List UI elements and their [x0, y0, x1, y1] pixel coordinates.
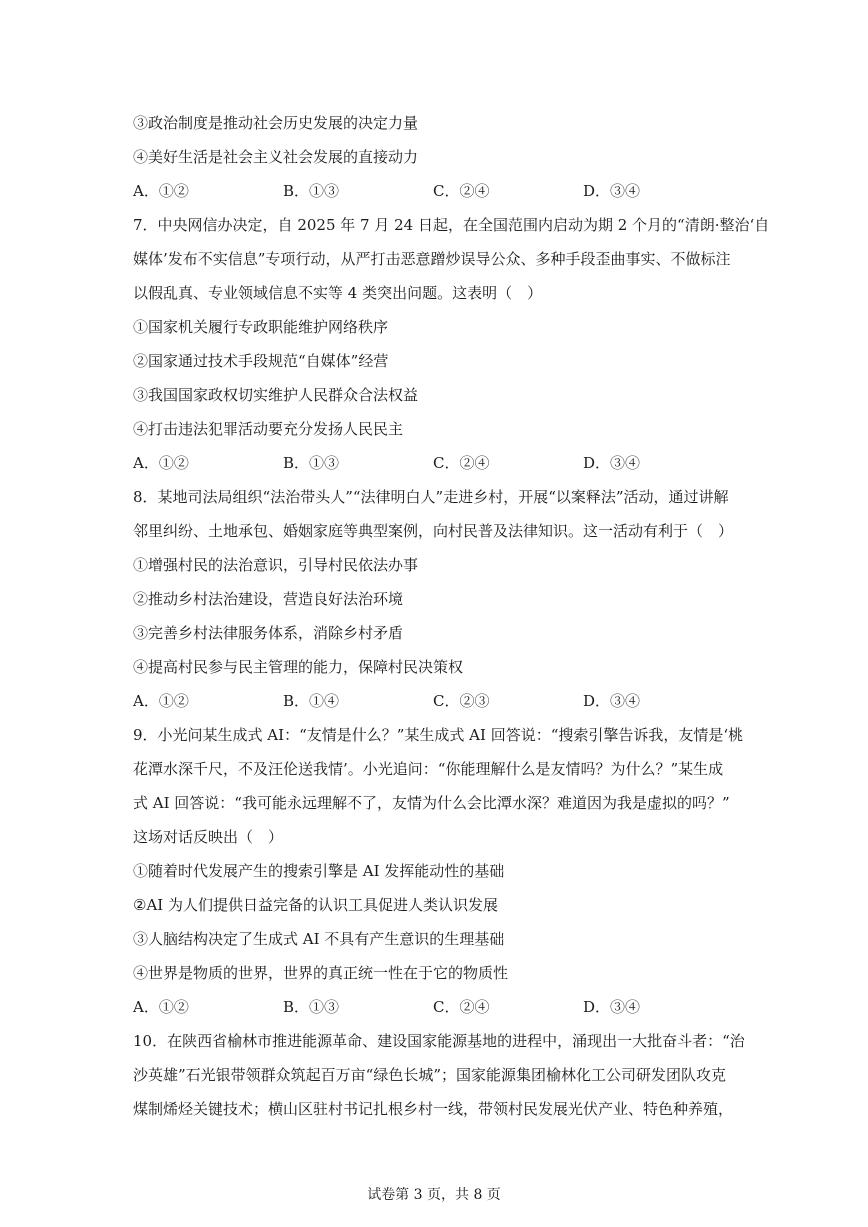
- q8-option-b[interactable]: B．①④: [283, 692, 340, 710]
- q6-option-a[interactable]: A．①②: [133, 182, 189, 200]
- q10-stem-line-1: 10．在陕西省榆林市推进能源革命、建设国家能源基地的进程中，涌现出一大批奋斗者：“治: [133, 1032, 745, 1050]
- q9-option-d[interactable]: D．③④: [583, 998, 641, 1016]
- q7-statement-4: ④打击违法犯罪活动要充分发扬人民民主: [133, 420, 404, 438]
- q8-statement-4: ④提高村民参与民主管理的能力，保障村民决策权: [133, 658, 464, 676]
- q6-option-c[interactable]: C．②④: [433, 182, 490, 200]
- q7-stem-line-1: 7．中央网信办决定，自 2025 年 7 月 24 日起，在全国范围内启动为期 2 个月的“清朗·整治‘自: [133, 216, 770, 234]
- q8-stem-line-1: 8．某地司法局组织“法治带头人”“法律明白人”走进乡村，开展“以案释法”活动，通过讲解: [133, 488, 729, 506]
- page-footer: 试卷第 3 页，共 8 页: [367, 1187, 501, 1203]
- q7-stem-line-2: 媒体’发布不实信息”专项行动，从严打击恶意蹭炒误导公众、多种手段歪曲事实、不做标注: [133, 250, 731, 268]
- q6-options: [133, 180, 693, 202]
- q7-options: [133, 452, 693, 474]
- q9-stem-line-2: 花潭水深千尺，不及汪伦送我情’。小光追问：“你能理解什么是友情吗？为什么？”某生成: [133, 760, 724, 778]
- q7-statement-2: ②国家通过技术手段规范“自媒体”经营: [133, 352, 389, 370]
- q9-options: [133, 996, 693, 1018]
- q8-statement-1: ①增强村民的法治意识，引导村民依法办事: [133, 556, 419, 574]
- q6-statement-4: ④美好生活是社会主义社会发展的直接动力: [133, 148, 419, 166]
- q7-statement-1: ①国家机关履行专政职能维护网络秩序: [133, 318, 389, 336]
- q10-stem-line-2: 沙英雄”石光银带领群众筑起百万亩“绿色长城”；国家能源集团榆林化工公司研发团队攻克: [133, 1066, 727, 1084]
- q9-stem-line-4: 这场对话反映出（ ）: [133, 828, 284, 846]
- q9-statement-1: ①随着时代发展产生的搜索引擎是 AI 发挥能动性的基础: [133, 862, 505, 880]
- q9-option-b[interactable]: B．①③: [283, 998, 340, 1016]
- q7-statement-3: ③我国国家政权切实维护人民群众合法权益: [133, 386, 419, 404]
- q9-statement-2: ②AI 为人们提供日益完备的认识工具促进人类认识发展: [133, 896, 498, 914]
- q9-statement-3: ③人脑结构决定了生成式 AI 不具有产生意识的生理基础: [133, 930, 505, 948]
- q8-statement-2: ②推动乡村法治建设，营造良好法治环境: [133, 590, 404, 608]
- q8-option-a[interactable]: A．①②: [133, 692, 189, 710]
- q6-option-d[interactable]: D．③④: [583, 182, 641, 200]
- q8-statement-3: ③完善乡村法律服务体系，消除乡村矛盾: [133, 624, 404, 642]
- q9-stem-line-3: 式 AI 回答说：“我可能永远理解不了，友情为什么会比潭水深？难道因为我是虚拟的吗？”: [133, 794, 730, 812]
- q8-option-c[interactable]: C．②③: [433, 692, 490, 710]
- q7-option-b[interactable]: B．①③: [283, 454, 340, 472]
- q8-stem-line-2: 邻里纠纷、土地承包、婚姻家庭等典型案例，向村民普及法律知识。这一活动有利于（ ）: [133, 522, 734, 540]
- q7-option-c[interactable]: C．②④: [433, 454, 490, 472]
- q7-option-d[interactable]: D．③④: [583, 454, 641, 472]
- q9-option-a[interactable]: A．①②: [133, 998, 189, 1016]
- q9-statement-4: ④世界是物质的世界，世界的真正统一性在于它的物质性: [133, 964, 509, 982]
- q8-option-d[interactable]: D．③④: [583, 692, 641, 710]
- q9-option-c[interactable]: C．②④: [433, 998, 490, 1016]
- q7-stem-line-3: 以假乱真、专业领域信息不实等 4 类突出问题。这表明（ ）: [133, 284, 543, 302]
- q9-stem-line-1: 9．小光问某生成式 AI：“友情是什么？”某生成式 AI 回答说：“搜索引擎告诉我，友情是‘桃: [133, 726, 744, 744]
- q6-statement-3: ③政治制度是推动社会历史发展的决定力量: [133, 114, 419, 132]
- q10-stem-line-3: 煤制烯烃关键技术；横山区驻村书记扎根乡村一线，带领村民发展光伏产业、特色种养殖，: [133, 1100, 734, 1118]
- q6-option-b[interactable]: B．①③: [283, 182, 340, 200]
- q8-options: [133, 690, 693, 712]
- q7-option-a[interactable]: A．①②: [133, 454, 189, 472]
